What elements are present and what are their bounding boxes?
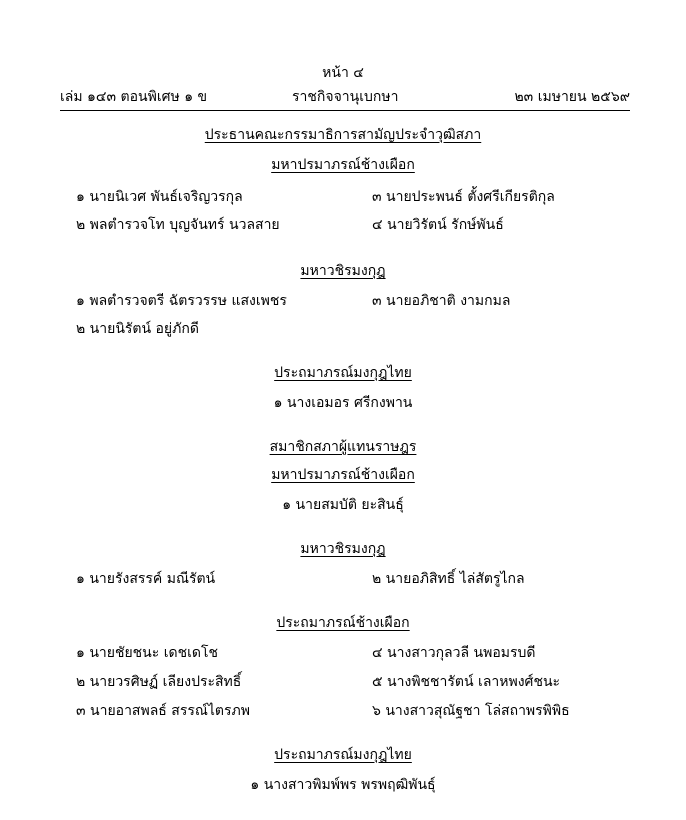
list-item: ๑ นายสมบัติ ยะสินธุ์ <box>282 497 404 513</box>
list-item: ๓ นายประพนธ์ ตั้งศรีเกียรติกุล <box>372 189 555 205</box>
list-item: ๑ พลตำรวจตรี ฉัตรวรรษ แสงเพชร <box>76 293 287 309</box>
list-item: ๓ นายอาสพลธ์ สรรณ์ไตรภพ <box>76 703 250 719</box>
subheading-knight-grand-cross-crown: มหาวชิรมงกุฎ <box>300 263 386 279</box>
page-number: หน้า ๔ <box>322 65 364 81</box>
subheading-knight-commander-white-elephant: ประถมาภรณ์ช้างเผือก <box>276 615 410 631</box>
list-item: ๓ นายอภิชาติ งามกมล <box>372 293 511 309</box>
publication-date: ๒๓ เมษายน ๒๕๖๙ <box>514 89 630 105</box>
list-item: ๔ นางสาวกุลวลี นพอมรบดี <box>372 645 536 661</box>
gazette-header <box>60 86 630 106</box>
subheading-knight-grand-cross-crown: มหาวชิรมงกุฎ <box>300 541 386 557</box>
list-item: ๑ นายชัยชนะ เดชเดโช <box>76 645 218 661</box>
list-item: ๒ นายวรศิษฏ์ เลียงประสิทธิ์ <box>76 674 242 690</box>
subheading-knight-commander-crown: ประถมาภรณ์มงกุฎไทย <box>274 365 412 381</box>
subheading-knight-commander-crown: ประถมาภรณ์มงกุฎไทย <box>274 747 412 763</box>
list-item: ๒ นายนิรัตน์ อยู่ภักดี <box>76 321 199 337</box>
list-item: ๑ นางเอมอร ศรีกงพาน <box>273 395 413 411</box>
list-item: ๕ นางพิชชารัตน์ เลาหพงศ์ชนะ <box>372 674 561 690</box>
list-item: ๒ พลตำรวจโท บุญจันทร์ นวลสาย <box>76 217 280 233</box>
list-item: ๖ นางสาวสุณัฐชา โล่สถาพรพิพิธ <box>372 703 570 719</box>
section-heading-senate-chairs: ประธานคณะกรรมาธิการสามัญประจำวุฒิสภา <box>204 127 482 143</box>
gazette-title: ราชกิจจานุเบกษา <box>292 89 399 105</box>
subheading-knight-grand-cordon-white-elephant: มหาปรมาภรณ์ช้างเผือก <box>271 467 415 483</box>
header-rule <box>60 110 630 111</box>
subheading-knight-grand-cordon-white-elephant: มหาปรมาภรณ์ช้างเผือก <box>271 157 415 173</box>
list-item: ๑ นายรังสรรค์ มณีรัตน์ <box>76 571 216 587</box>
volume-issue: เล่ม ๑๔๓ ตอนพิเศษ ๑ ข <box>60 89 208 105</box>
list-item: ๑ นายนิเวศ พันธ์เจริญวรกุล <box>76 189 243 205</box>
section-heading-house-members: สมาชิกสภาผู้แทนราษฎร <box>269 439 417 455</box>
list-item: ๒ นายอภิสิทธิ์ ไล่สัตรูไกล <box>372 571 525 587</box>
list-item: ๔ นายวิรัตน์ รักษ์พันธ์ <box>372 217 504 233</box>
list-item: ๑ นางสาวพิมพ์พร พรพฤฒิพันธุ์ <box>250 777 436 793</box>
